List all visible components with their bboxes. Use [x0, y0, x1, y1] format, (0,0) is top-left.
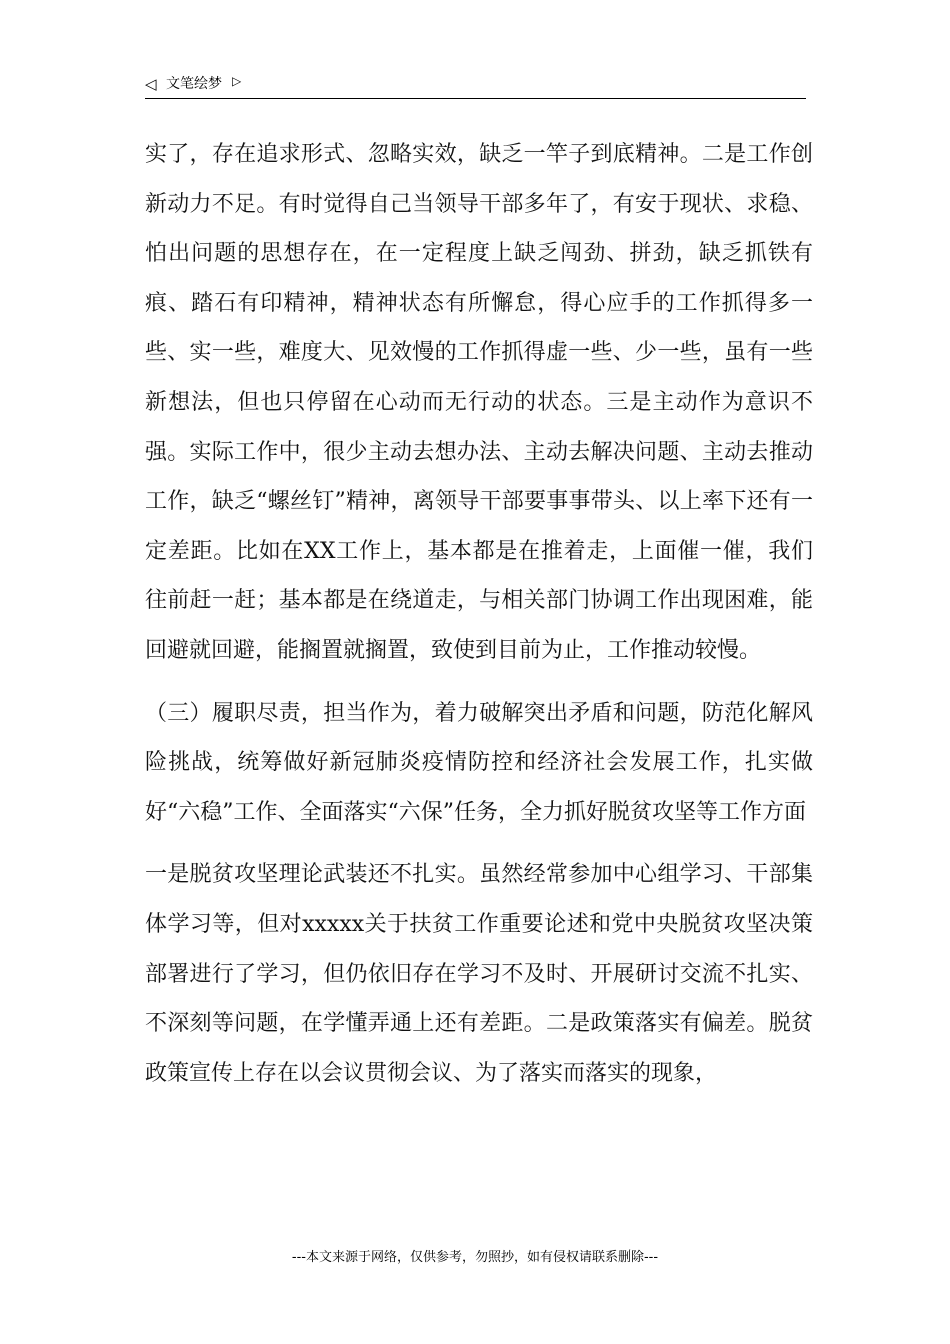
triangle-left-icon: ◁: [145, 75, 157, 93]
triangle-right-icon: ▷: [232, 74, 242, 88]
footer-disclaimer: ---本文来源于网络，仅供参考，勿照抄，如有侵权请联系删除---: [291, 1250, 659, 1265]
paragraph-3: 一是脱贫攻坚理论武装还不扎实。虽然经常参加中心组学习、干部集体学习等，但对xxxxx关于扶贫工作重要论述和党中央脱贫攻坚决策部署进行了学习，但仍依旧存在学习不及时、开展研讨交流不扎实、不深刻等问题，在学懂弄通上还有差距。二是政策落实有偏差。脱贫政策宣传上存在以会议贯彻会议、为了落实而落实的现象，: [145, 862, 813, 1086]
header-brand: 文笔绘梦: [166, 76, 222, 92]
paragraph-2: （三）履职尽责，担当作为，着力破解突出矛盾和问题，防范化解风险挑战，统筹做好新冠肺炎疫情防控和经济社会发展工作，扎实做好“六稳”工作、全面落实“六保”任务，全力抓好脱贫攻坚等工作方面: [145, 700, 813, 825]
document-body: [145, 130, 813, 1098]
paragraph-1: 实了，存在追求形式、忽略实效，缺乏一竿子到底精神。二是工作创新动力不足。有时觉得自己当领导干部多年了，有安于现状、求稳、怕出问题的思想存在，在一定程度上缺乏闯劲、拼劲，缺乏抓铁有痕、踏石有印精神，精神状态有所懈怠，得心应手的工作抓得多一些、实一些，难度大、见效慢的工作抓得虚一些、少一些，虽有一些新想法，但也只停留在心动而无行动的状态。三是主动作为意识不强。实际工作中，很少主动去想办法、主动去解决问题、主动去推动工作，缺乏“螺丝钉”精神，离领导干部要事事带头、以上率下还有一定差距。比如在XX工作上，基本都是在推着走，上面催一催，我们往前赶一赶；基本都是在绕道走，与相关部门协调工作出现困难，能回避就回避，能搁置就搁置，致使到目前为止，工作推动较慢。: [145, 142, 813, 663]
page-header: [145, 72, 806, 99]
